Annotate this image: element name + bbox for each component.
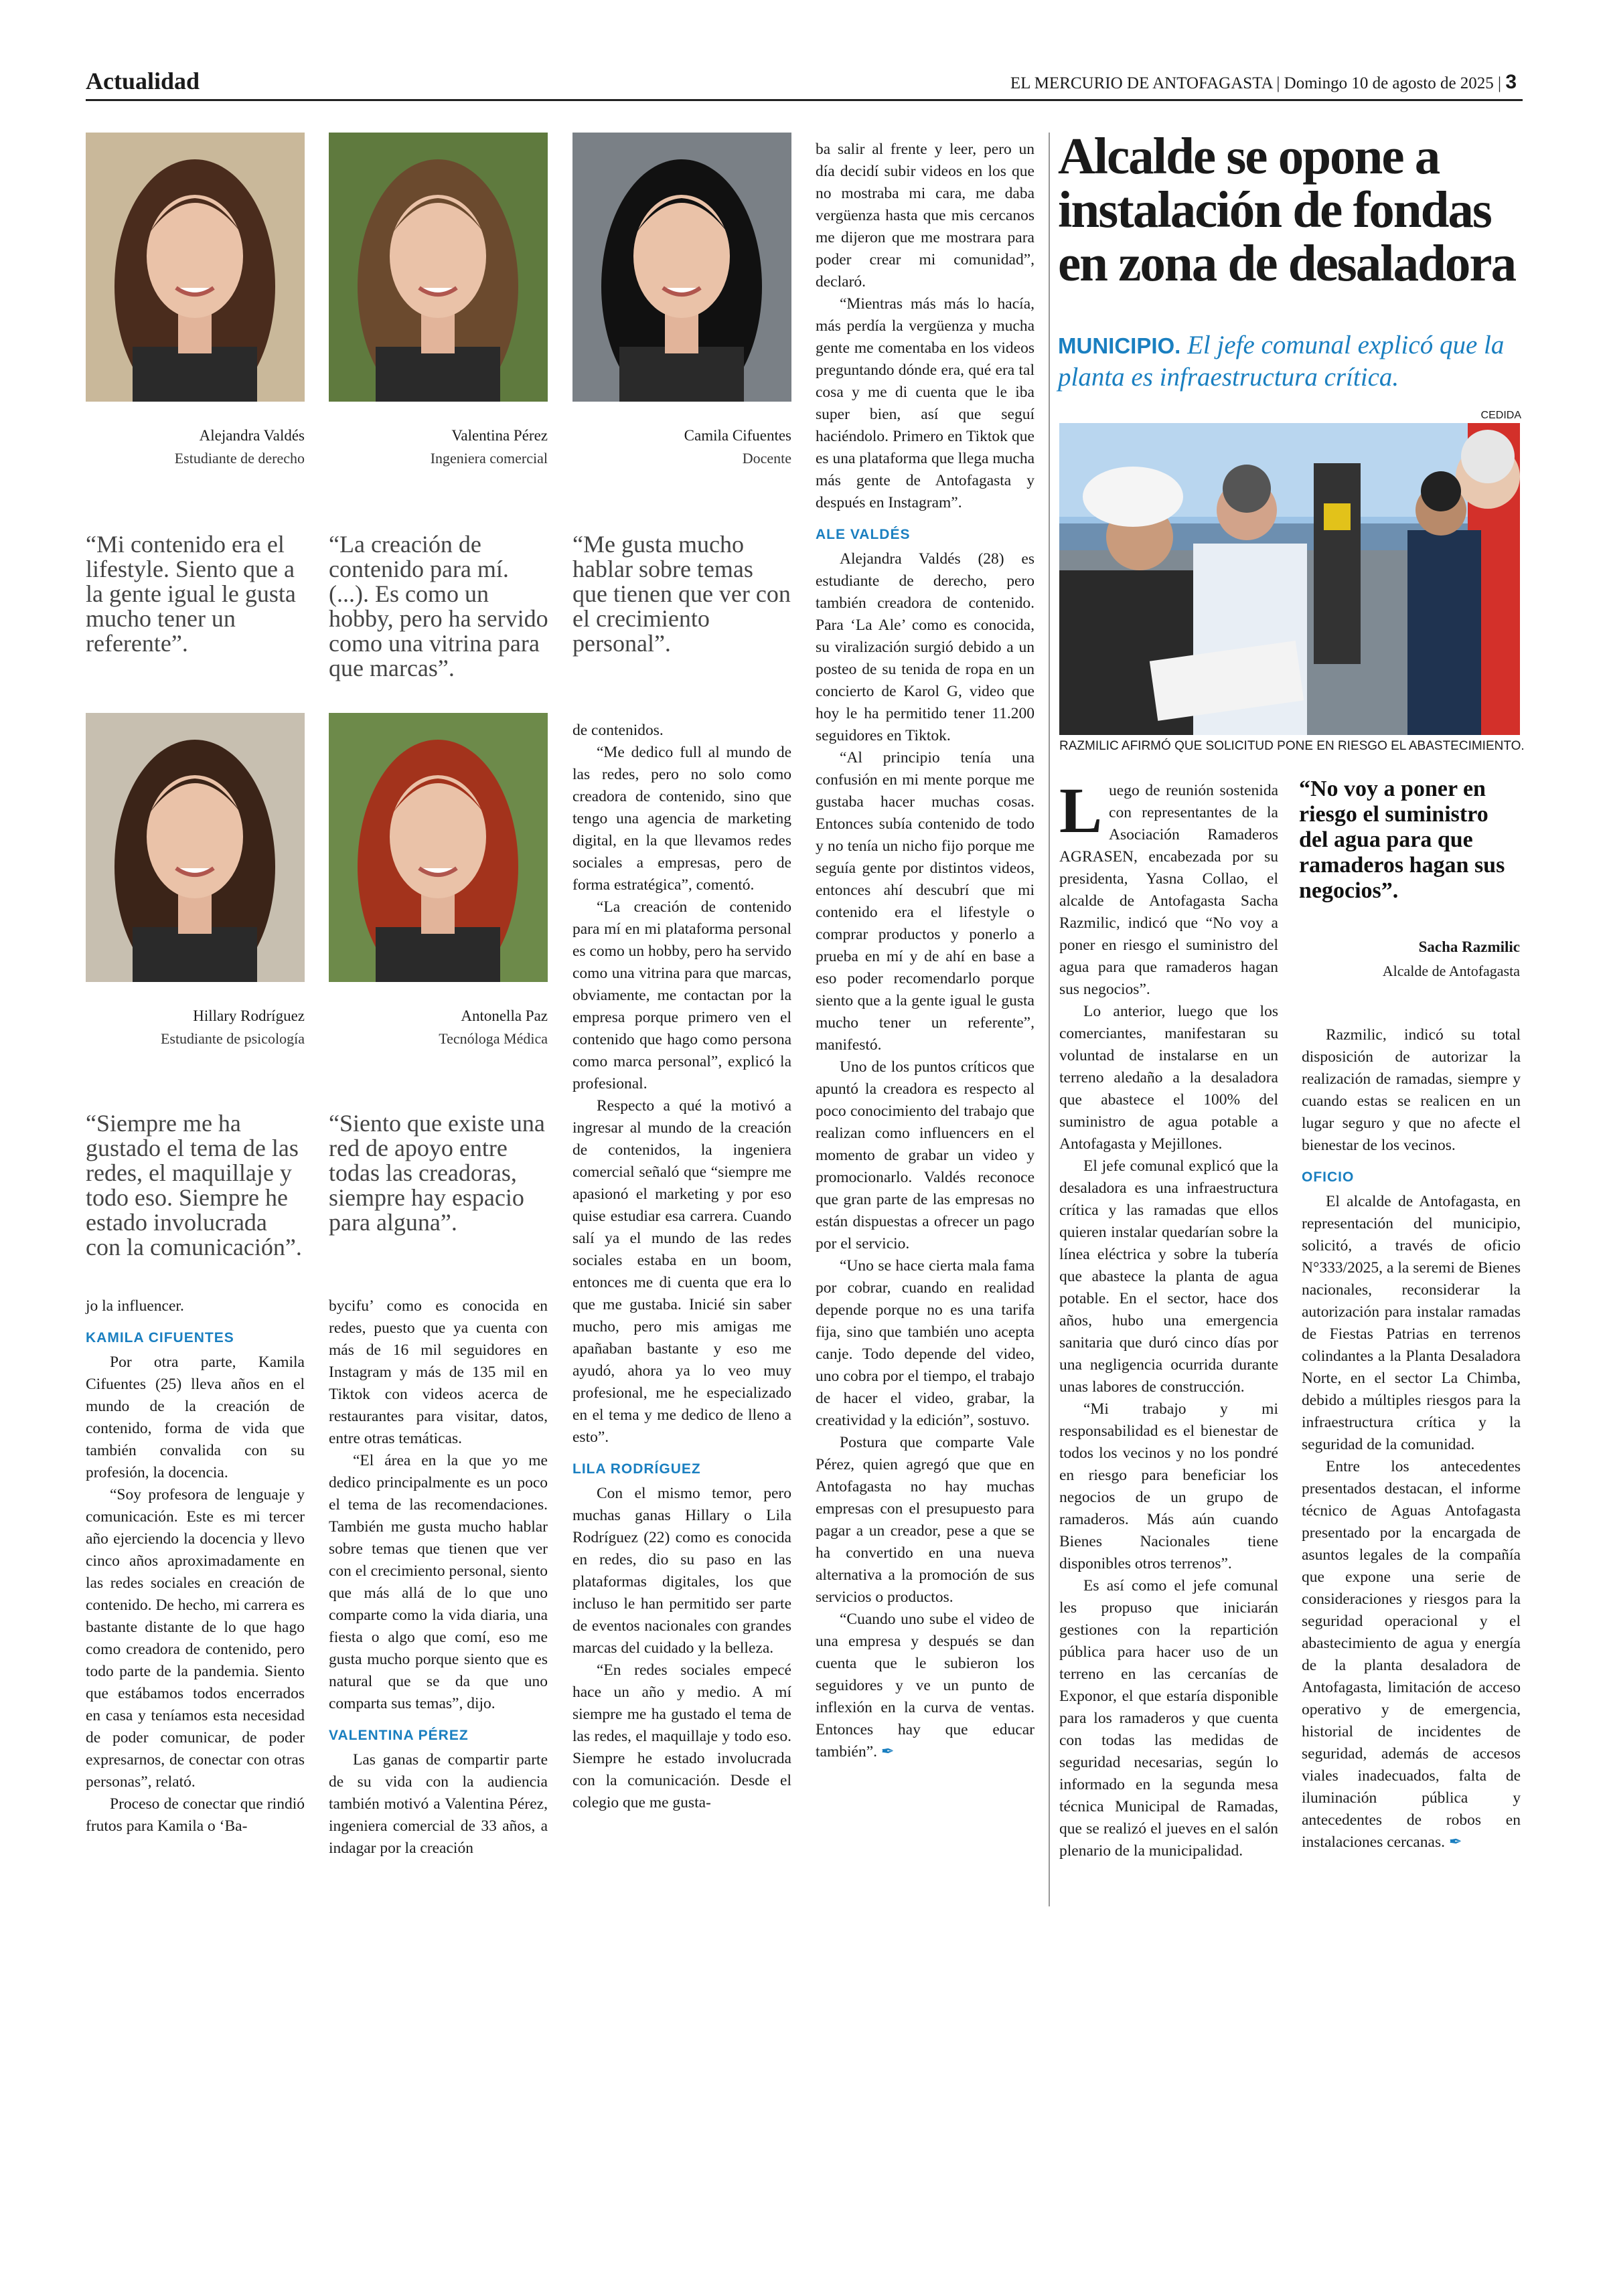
paragraph — [86, 1793, 305, 1837]
text-column-4 — [816, 139, 1035, 1763]
profile-name: Valentina Pérez — [451, 427, 548, 444]
paragraph — [816, 139, 1035, 293]
pull-quote: “No voy a poner en riesgo el suministro del agua para que ramaderos hagan sus negocios”. — [1299, 776, 1505, 903]
subheading-text: OFICIO — [1302, 1169, 1355, 1185]
paragraph-text: “Mi trabajo y mi responsabilidad es el bienestar de todos los vecinos y no los pondré en riesgo para beneficiar los negocios de un grupo de ramaderos. Más aún cuando Bienes Nacionales tiene disponibles otros terrenos”. — [1059, 1400, 1278, 1572]
paragraph — [1302, 1191, 1521, 1456]
lead-paragraph — [1059, 774, 1278, 1001]
text-column-3 — [572, 720, 791, 1814]
paragraph — [1302, 1456, 1521, 1854]
paragraph — [816, 548, 1035, 747]
profile-photo — [329, 713, 548, 982]
paragraph-text: “La creación de contenido para mí en mi plataforma personal es como un hobby, pero ha servido como una vitrina para que marcas, obviamente, me contactan por la empresa porque primero ven el contenido que hago como persona como marca personal”, explicó la profesional. — [572, 898, 791, 1092]
profile-quote: “Siento que existe una red de apoyo entre todas las creadoras, siempre hay espacio para alguna”. — [329, 1110, 545, 1236]
profile-role: Estudiante de psicología — [160, 1030, 305, 1047]
paragraph — [86, 1351, 305, 1484]
paragraph-text: jo la influencer. — [86, 1297, 184, 1315]
subheading-text: KAMILA CIFUENTES — [86, 1330, 234, 1345]
end-mark-icon: ✒ — [877, 1743, 895, 1760]
profile-role: Ingeniera comercial — [430, 450, 548, 467]
paragraph-text: Lo anterior, luego que los comerciantes, manifestaran su voluntad de instalarse en un terreno aledaño a la desaladora que abastece el 100% del suministro de agua potable a Antofagasta y Mejillones. — [1059, 1003, 1278, 1153]
paragraph — [816, 293, 1035, 514]
article-photo — [1059, 423, 1520, 735]
paragraph — [572, 742, 791, 896]
profile-photo — [572, 133, 791, 402]
profile-name: Alejandra Valdés — [199, 427, 305, 444]
profile-quote: “Me gusta mucho hablar sobre temas que tienen que ver con el crecimiento personal”. — [572, 531, 791, 657]
paragraph-text: Alejandra Valdés (28) es estudiante de derecho, pero también creadora de contenido. Para ‘La Ale’ como es conocida, su viralización surgió debido a un posteo de su tenida de ropa en un concierto de Karol G, video que hoy le ha permitido tener 11.200 seguidores en Tiktok. — [816, 550, 1035, 744]
subheading — [816, 523, 1035, 546]
paragraph — [572, 1095, 791, 1449]
subheading — [572, 1458, 791, 1480]
pull-quote-name: Sacha Razmilic — [1418, 938, 1520, 955]
photo-credit: CEDIDA — [1480, 410, 1521, 421]
paragraph-text: “En redes sociales empecé hace un año y medio. A mí siempre me ha gustado el tema de las redes, el maquillaje y todo eso. Siempre he estado involucrada con la comunicación. Desde el colegio que me gusta- — [572, 1661, 791, 1811]
paragraph-text: “Soy profesora de lenguaje y comunicación. Este es mi tercer año ejerciendo la docencia y llevo cinco años aproximadamente en las redes sociales en creación de contenido. De hecho, mi carrera es bastante distante de lo que hago como creadora de contenido, pero todo parte de la pandemia. Siento que estábamos todos encerrados en casa y teníamos esta necesidad de poder comunicar, de poder expresarnos, de conectar con otras personas”, relató. — [86, 1486, 305, 1791]
paragraph-text: “Me dedico full al mundo de las redes, pero no solo como creadora de contenido, sino que tengo una agencia de marketing digital, en la que llevamos redes sociales a empresas, pero de forma estratégica”, comentó. — [572, 744, 791, 894]
paragraph-text: El alcalde de Antofagasta, en representación del municipio, solicitó, a través de oficio N°333/2025, a la seremi de Bienes nacionales, reconsiderar la autorización para instalar ramadas de Fiestas Patrias en terrenos colindantes a la Planta Desaladora Norte, en el sector La Chimba, debido a múltiples riesgos para la infraestructura crítica y la seguridad de la comunidad. — [1302, 1193, 1521, 1453]
profile-photo — [86, 713, 305, 982]
column-divider — [1049, 133, 1050, 1906]
profile-role: Tecnóloga Médica — [439, 1030, 548, 1047]
kicker-text: El jefe comunal explicó que la planta es infraestructura crítica. — [1058, 331, 1505, 392]
paragraph — [572, 1483, 791, 1659]
profile-quote: “La creación de contenido para mí. (...). Es como un hobby, pero ha servido como una vitrina para que marcas”. — [329, 531, 548, 681]
paragraph-text: “Mientras más más lo hacía, más perdía la vergüenza y mucha gente me comentaba en los videos preguntando dónde era, qué era tal cosa y me di cuenta que le iba super bien, así que seguí haciéndolo. Primero en Tiktok que es una plataforma que llega mucha más gente de Antofagasta y después en Instagram”. — [816, 295, 1035, 511]
paragraph — [1059, 1398, 1278, 1575]
profile-photo — [329, 133, 548, 402]
paragraph — [572, 896, 791, 1095]
paragraph-text: “Uno se hace cierta mala fama por cobrar, cuando en realidad depende porque no es una tarifa fija, sino que también uno acepta canje. Todo depende del video, uno cobra por el tiempo, el trabajo de hacer el video, grabar, la creatividad y la edición”, sostuvo. — [816, 1257, 1035, 1429]
paragraph-text: Postura que comparte Vale Pérez, quien agregó que que en Antofagasta no hay muchas empresas con el presupuesto para pagar a un creador, pese a que se ha convertido en una nueva alternativa a la promoción de sus servicios o productos. — [816, 1434, 1035, 1606]
paragraph-text: “Al principio tenía una confusión en mi mente porque me gustaba hacer muchas cosas. Entonces subía contenido de todo y no tenía un nicho fijo porque me seguía gente por distintos videos, entonces ahí descubrí que mi contenido era el lifestyle o comprar productos y ponerlo a prueba en mí y de ahí en base a eso poder recomendarlo porque siento que a la gente igual le gusta mucho tener un referente”, manifestó. — [816, 749, 1035, 1054]
paragraph-text: Respecto a qué la motivó a ingresar al mundo de la creación de contenidos, la ingeniera comercial señaló que “siempre me apasionó el marketing y por eso quise estudiar esa carrera. Cuando salí ya el mundo de las redes sociales estaba en un boom, entonces me di cuenta que era lo que me gustaba. Inicié sin saber mucho, pero mis amigas me apañaban bastante y eso me ayudó, ahora ya lo veo muy profesional, me he especializado en el tema y me dedico de lleno a esto”. — [572, 1097, 791, 1446]
paragraph-text: Proceso de conectar que rindió frutos para Kamila o ‘Ba- — [86, 1795, 305, 1835]
paragraph — [816, 1609, 1035, 1763]
paragraph — [816, 1056, 1035, 1255]
paragraph — [1059, 1155, 1278, 1398]
profile-photo — [86, 133, 305, 402]
paragraph — [1302, 1024, 1521, 1157]
masthead — [1010, 71, 1517, 94]
paragraph-text: Con el mismo temor, pero muchas ganas Hillary o Lila Rodríguez (22) como es conocida en redes, dio su paso en las plataformas digitales, los que incluso le han permitido ser parte de eventos nacionales con grandes marcas del cuidado y la belleza. — [572, 1485, 791, 1657]
header-rule — [86, 99, 1523, 101]
profile-name: Antonella Paz — [461, 1007, 548, 1024]
paragraph — [86, 1484, 305, 1793]
profile-quote: “Mi contenido era el lifestyle. Siento que a la gente igual le gusta mucho tener un referente”. — [86, 531, 296, 657]
paragraph-text: Las ganas de compartir parte de su vida con la audiencia también motivó a Valentina Pérez, ingeniera comercial de 33 años, a indagar por la creación — [329, 1751, 548, 1857]
article-headline: Alcalde se opone a instalación de fondas en zona de desaladora — [1058, 127, 1516, 292]
end-mark-icon: ✒ — [1445, 1833, 1462, 1851]
paragraph-text: Razmilic, indicó su total disposición de autorizar la realización de ramadas, siempre y cuando estas se realicen en un lugar seguro y que no afecte el bienestar de los vecinos. — [1302, 1026, 1521, 1154]
paragraph-text: Uno de los puntos críticos que apuntó la creadora es respecto al poco conocimiento del trabajo que realizan como influencers en el momento de grabar un video y promocionarlo. Valdés reconoce que gran parte de las empresas no están dispuestas a ofrecer un pago por el servicio. — [816, 1058, 1035, 1252]
text-column-5 — [1059, 774, 1278, 1862]
paragraph — [329, 1450, 548, 1715]
paragraph-text: Entre los antecedentes presentados destacan, el informe técnico de Aguas Antofagasta presentado por la encargada de asuntos legales de la compañía que expone una serie de consideraciones y riesgos para la seguridad operacional y el abastecimiento de agua y energía de la planta desaladora de Antofagasta, limitación de acceso operativo y de emergencia, historial de incidentes de seguridad, además de accesos viales inadecuados, falta de iluminación pública y antecedentes de robos en instalaciones cercanas. — [1302, 1458, 1521, 1851]
profile-name: Hillary Rodríguez — [193, 1007, 305, 1024]
paragraph — [572, 1659, 791, 1814]
subheading-text: VALENTINA PÉREZ — [329, 1728, 469, 1743]
text-column-2 — [329, 1295, 548, 1860]
paragraph — [816, 1255, 1035, 1432]
text-column-1 — [86, 1295, 305, 1837]
masthead-text: EL MERCURIO DE ANTOFAGASTA | Domingo 10 de agosto de 2025 | — [1010, 74, 1502, 92]
lead-text: uego de reunión sostenida con representantes de la Asociación Ramaderos AGRASEN, encabezada por su presidenta, Yasna Collao, el alcalde de Antofagasta Sacha Razmilic, indicó que “No voy a poner en riesgo el suministro del agua para que ramaderos hagan sus negocios”. — [1059, 782, 1278, 998]
section-title: Actualidad — [86, 68, 200, 94]
pull-quote-role: Alcalde de Antofagasta — [1382, 963, 1520, 979]
paragraph — [1059, 1575, 1278, 1862]
paragraph — [1059, 1001, 1278, 1155]
subheading — [329, 1724, 548, 1746]
paragraph-text: “El área en la que yo me dedico principalmente es un poco el tema de las recomendaciones. También me gusta mucho hablar sobre temas que tienen que ver con el crecimiento personal, siento que más allá de lo que uno comparte como la vida diaria, una fiesta o algo que comí, eso me gusta mucho porque siento que es natural que se da que uno comparta sus temas”, dijo. — [329, 1452, 548, 1712]
subheading — [86, 1327, 305, 1349]
profile-name: Camila Cifuentes — [684, 427, 791, 444]
page-number: 3 — [1505, 71, 1517, 93]
paragraph-text: bycifu’ como es conocida en redes, puesto que ya cuenta con más de 16 mil seguidores en Instagram y más de 135 mil en Tiktok con videos acerca de restaurantes para visitar, datos, entre otras temáticas. — [329, 1297, 548, 1447]
paragraph — [816, 747, 1035, 1056]
subheading-text: ALE VALDÉS — [816, 527, 911, 542]
paragraph — [329, 1749, 548, 1860]
paragraph-text: de contenidos. — [572, 722, 664, 739]
photo-caption: RAZMILIC AFIRMÓ QUE SOLICITUD PONE EN RIESGO EL ABASTECIMIENTO. — [1059, 739, 1525, 753]
subheading — [1302, 1166, 1521, 1188]
paragraph — [86, 1295, 305, 1317]
paragraph-text: Es así como el jefe comunal les propuso que iniciarán gestiones con la repartición pública para hacer uso de un terreno en las cercanías de Exponor, el que estaría disponible para los ramaderos y que cuenta con todas las medidas de seguridad necesarias, según lo informado en la segunda mesa técnica Municipal de Ramadas, que se realizó el jueves en el salón plenario de la municipalidad. — [1059, 1577, 1278, 1860]
paragraph — [329, 1295, 548, 1450]
paragraph-text: Por otra parte, Kamila Cifuentes (25) lleva años en el mundo de la creación de contenido, forma de vida que también convalida con su profesión, la docencia. — [86, 1354, 305, 1481]
paragraph — [572, 720, 791, 742]
drop-cap: L — [1059, 774, 1103, 846]
profile-quote: “Siempre me ha gustado el tema de las redes, el maquillaje y todo eso. Siempre he estado involucrada con la comunicación”. — [86, 1110, 302, 1260]
subheading-text: LILA RODRÍGUEZ — [572, 1461, 701, 1477]
paragraph-text: ba salir al frente y leer, pero un día decidí subir videos en los que no mostraba mi cara, me daba vergüenza hasta que mis cercanos me dijeron que me mostrara para poder crear mi comunidad”, declaró. — [816, 141, 1035, 291]
paragraph — [816, 1432, 1035, 1609]
text-column-6 — [1302, 1024, 1521, 1854]
profile-role: Estudiante de derecho — [174, 450, 305, 467]
article-kicker — [1058, 329, 1520, 393]
kicker-tag: MUNICIPIO. — [1058, 333, 1181, 358]
paragraph-text: “Cuando uno sube el video de una empresa y después se dan cuenta que le subieron los seguidores y ve un punto de inflexión en la curva de ventas. Entonces hay que educar también”. — [816, 1611, 1035, 1760]
profile-role: Docente — [742, 450, 791, 467]
paragraph-text: El jefe comunal explicó que la desaladora es una infraestructura crítica y las ramadas que ellos quieren instalar quedarían sobre la línea eléctrica y sobre la tubería que abastece la planta de agua potable. En el sector, hace dos años, hubo una emergencia sanitaria que duró cinco días por una negligencia ocurrida durante unas labores de construcción. — [1059, 1157, 1278, 1396]
